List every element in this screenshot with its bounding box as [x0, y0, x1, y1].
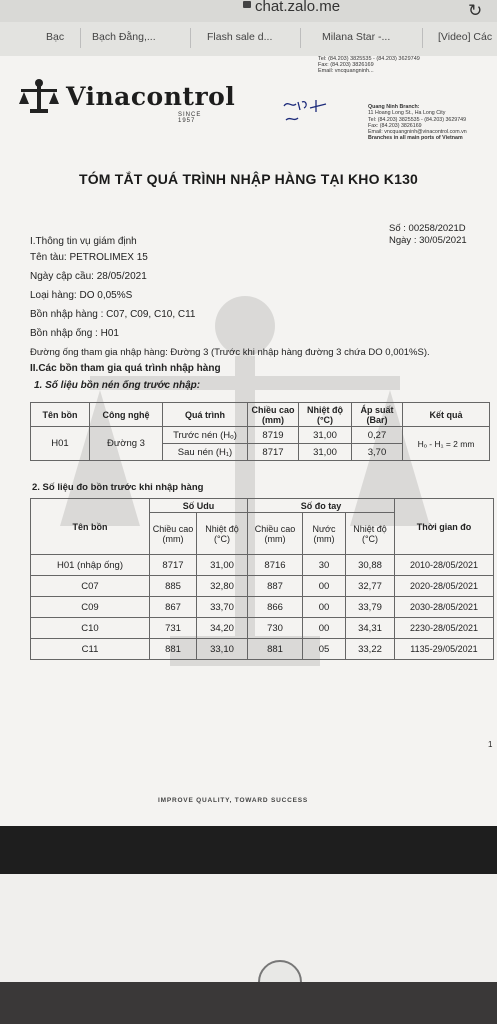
- tab-divider: [190, 28, 191, 48]
- page-number: 1: [488, 740, 493, 749]
- table-row: Sau nén (H₁) 8717 31,00 3,70: [31, 444, 490, 461]
- tab-bar: [0, 22, 497, 57]
- url-field[interactable]: chat.zalo.me: [255, 0, 341, 15]
- tab-divider: [422, 28, 423, 48]
- table-cell: C09: [31, 597, 150, 618]
- table-cell: 33,10: [197, 639, 248, 660]
- table-cell: 730: [248, 618, 303, 639]
- handwritten-signature: [282, 98, 332, 126]
- table-cell: 1135-29/05/2021: [395, 639, 494, 660]
- section-1-heading: I.Thông tin vụ giám định: [30, 236, 137, 247]
- table-row: H01 Đường 3 Trước nén (Hₒ) 8719 31,00 0,27 Hₒ - H₁ = 2 mm: [31, 427, 490, 444]
- top-contact-text: Tel: (84.203) 3825535 - (84.203) 3629749 Fax: (84.203) 3826169 Email: vncquangninh...: [318, 56, 420, 74]
- receiving-tanks: Bồn nhập hàng : C07, C09, C10, C11: [30, 309, 196, 320]
- table-cell: C10: [31, 618, 150, 639]
- table-body: [31, 555, 494, 660]
- pipeline-tank: Bồn nhập ống : H01: [30, 328, 119, 339]
- pressure-test-table: [30, 402, 490, 461]
- table-subheader-row: Chiều cao (mm) Nhiệt độ (°C) Chiều cao (mm) Nước (mm) Nhiệt độ (°C): [31, 513, 494, 555]
- tab-2[interactable]: Bạch Đằng,...: [92, 31, 156, 43]
- table-cell: 866: [248, 597, 303, 618]
- document-page: [0, 56, 497, 826]
- lock-icon: [243, 1, 251, 8]
- table-row: [31, 639, 494, 660]
- table-cell: 33,70: [197, 597, 248, 618]
- table-cell: 00: [303, 576, 346, 597]
- table-row: [31, 576, 494, 597]
- document-title: TÓM TẮT QUÁ TRÌNH NHẬP HÀNG TẠI KHO K130: [78, 171, 419, 187]
- table-cell: C11: [31, 639, 150, 660]
- table-cell: 34,20: [197, 618, 248, 639]
- table-cell: 00: [303, 618, 346, 639]
- table-cell: C07: [31, 576, 150, 597]
- tab-5[interactable]: [Video] Các: [438, 31, 493, 43]
- document-number: Số : 00258/2021D: [389, 223, 466, 234]
- table-row: [31, 618, 494, 639]
- table-cell: 8716: [248, 555, 303, 576]
- company-since: SINCE 1957: [178, 112, 202, 124]
- scale-logo-icon: [18, 78, 60, 114]
- table-header-row: Tên bồn Số Udu Số đo tay Thời gian đo: [31, 499, 494, 513]
- table-cell: 881: [248, 639, 303, 660]
- device-bezel: [0, 874, 497, 982]
- tank-measurement-table: [30, 498, 494, 660]
- table-cell: 31,00: [197, 555, 248, 576]
- table-cell: 33,22: [346, 639, 395, 660]
- table-cell: 2230-28/05/2021: [395, 618, 494, 639]
- table-cell: 30,88: [346, 555, 395, 576]
- table-cell: H01 (nhập ống): [31, 555, 150, 576]
- company-name: Vinacontrol: [66, 82, 236, 111]
- pipeline-info: Đường ống tham gia nhập hàng: Đường 3 (Trước khi nhập hàng đường 3 chứa DO 0,001%S).: [30, 347, 430, 358]
- tab-divider: [300, 28, 301, 48]
- table-cell: 32,80: [197, 576, 248, 597]
- table-cell: 731: [150, 618, 197, 639]
- table-cell: 2010-28/05/2021: [395, 555, 494, 576]
- browser-address-bar: [0, 0, 497, 22]
- table-cell: 887: [248, 576, 303, 597]
- device-frame: [0, 826, 497, 1024]
- tab-divider: [80, 28, 81, 48]
- table-cell: 867: [150, 597, 197, 618]
- table-row: [31, 555, 494, 576]
- ship-name: Tên tàu: PETROLIMEX 15: [30, 252, 148, 263]
- tab-4[interactable]: Milana Star -...: [322, 31, 391, 43]
- company-logo: [18, 78, 236, 124]
- subsection-1-heading: 1. Số liệu bồn nén ống trước nhập:: [34, 380, 201, 391]
- table-cell: 885: [150, 576, 197, 597]
- subsection-2-heading: 2. Số liệu đo bồn trước khi nhập hàng: [32, 482, 204, 493]
- table-cell: 8717: [150, 555, 197, 576]
- table-cell: 2020-28/05/2021: [395, 576, 494, 597]
- table-cell: 881: [150, 639, 197, 660]
- table-cell: 34,31: [346, 618, 395, 639]
- table-header-row: Tên bồn Công nghệ Quá trình Chiều cao (mm) Nhiệt độ (°C) Áp suất (Bar) Kết quả: [31, 403, 490, 427]
- tab-3[interactable]: Flash sale d...: [207, 31, 273, 43]
- footer-slogan: IMPROVE QUALITY, TOWARD SUCCESS: [158, 797, 308, 804]
- keyboard-background: [0, 982, 497, 1024]
- tab-1[interactable]: Bạc: [46, 31, 65, 43]
- document-date: Ngày : 30/05/2021: [389, 235, 467, 246]
- table-cell: 05: [303, 639, 346, 660]
- cargo-type: Loại hàng: DO 0,05%S: [30, 290, 133, 301]
- berthing-date: Ngày cập cầu: 28/05/2021: [30, 271, 147, 282]
- table-cell: 00: [303, 597, 346, 618]
- table-row: [31, 597, 494, 618]
- reload-icon[interactable]: ↻: [468, 1, 483, 20]
- table-cell: 33,79: [346, 597, 395, 618]
- section-2-heading: II.Các bồn tham gia quá trình nhập hàng: [30, 363, 221, 374]
- table-cell: 2030-28/05/2021: [395, 597, 494, 618]
- branch-info: Quang Ninh Branch: 11 Hoang Long St., Ha Long City Tel: (84.203) 3825535 - (84.203) 3629749 Fax: (84.203) 3826169 Email: vncquangninh@vinacontrol.com.vn Branches in all main ports of Vietnam: [368, 104, 467, 142]
- table-cell: 32,77: [346, 576, 395, 597]
- table-cell: 30: [303, 555, 346, 576]
